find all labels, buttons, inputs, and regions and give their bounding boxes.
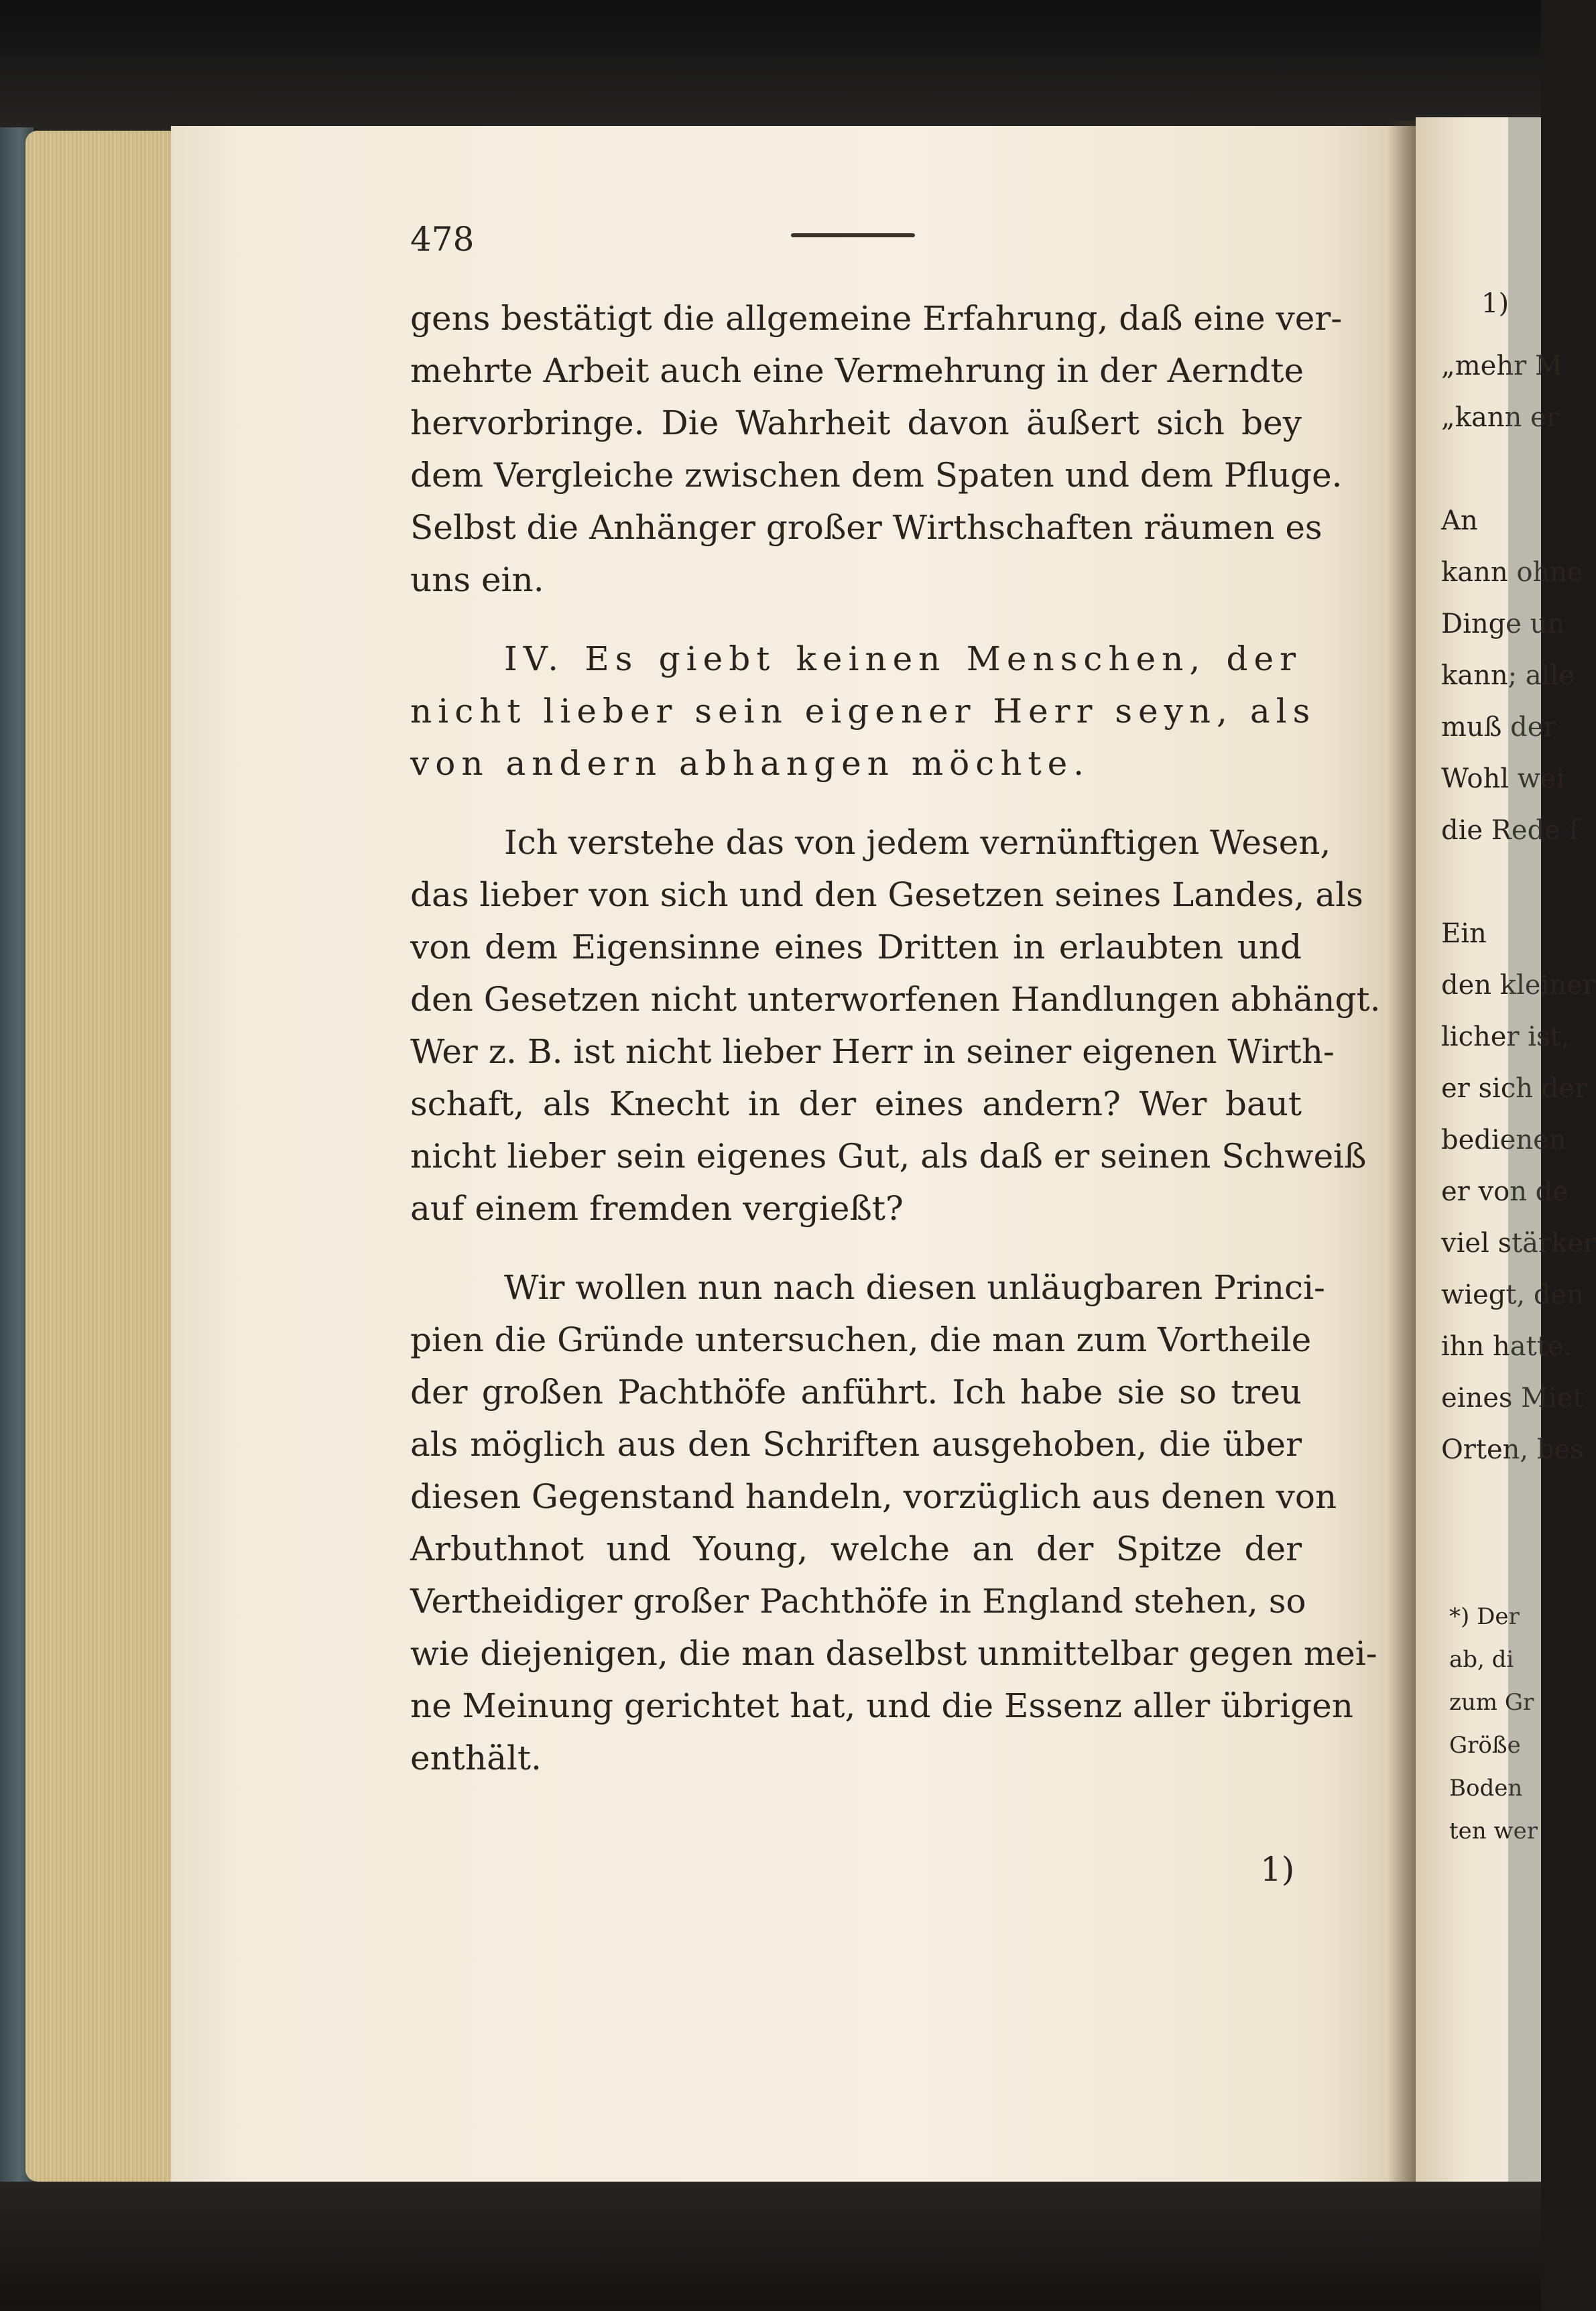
text-line: Wir wollen nun nach diesen unläugbaren Princi- bbox=[504, 1268, 1325, 1307]
text-line: nicht lieber sein eigener Herr seyn, als bbox=[410, 692, 1316, 731]
text-line: hervorbringe. Die Wahrheit davon äußert sich bey bbox=[410, 403, 1302, 442]
text-line: Arbuthnot und Young, welche an der Spitze der bbox=[410, 1529, 1302, 1568]
text-line: wie diejenigen, die man daselbst unmittelbar gegen mei- bbox=[410, 1634, 1377, 1673]
text-line: viel stärker bbox=[1441, 1228, 1596, 1259]
page-edges bbox=[25, 131, 180, 2182]
text-line: Boden bbox=[1449, 1775, 1523, 1802]
text-line: Größe bbox=[1449, 1732, 1521, 1759]
text-line: das lieber von sich und den Gesetzen seines Landes, als bbox=[410, 875, 1363, 914]
text-line: Selbst die Anhänger großer Wirthschaften räumen es bbox=[410, 508, 1323, 547]
text-line: Wohl wei bbox=[1441, 763, 1565, 794]
book-cover-top bbox=[0, 0, 1541, 134]
text-line: IV. Es giebt keinen Menschen, der bbox=[504, 639, 1302, 678]
text-line: enthält. bbox=[410, 1739, 542, 1777]
text-line: zum Gr bbox=[1449, 1689, 1534, 1716]
thesis-iv bbox=[410, 633, 1316, 790]
right-page-note-marker: 1) bbox=[1481, 288, 1510, 319]
text-line: von andern abhangen möchte. bbox=[410, 744, 1091, 783]
text-line: wiegt, den bbox=[1441, 1279, 1584, 1310]
text-line: kann; alle bbox=[1441, 660, 1575, 691]
text-line: ten wer bbox=[1449, 1818, 1538, 1845]
text-line: pien die Gründe untersuchen, die man zum Vortheile bbox=[410, 1320, 1312, 1359]
catchword: 1) bbox=[1260, 1850, 1295, 1889]
paragraph-1 bbox=[410, 292, 1343, 606]
text-line: Ein bbox=[1441, 918, 1487, 949]
text-line: diesen Gegenstand handeln, vorzüglich aus denen von bbox=[410, 1477, 1337, 1516]
text-line: Ich verstehe das von jedem vernünftigen Wesen, bbox=[504, 823, 1331, 862]
text-line: uns ein. bbox=[410, 560, 544, 599]
text-line: auf einem fremden vergießt? bbox=[410, 1189, 904, 1228]
text-line: An bbox=[1441, 505, 1478, 536]
text-line: „kann er bbox=[1441, 402, 1559, 433]
text-line: als möglich aus den Schriften ausgehoben, die über bbox=[410, 1425, 1302, 1464]
text-line: von dem Eigensinne eines Dritten in erlaubten und bbox=[410, 928, 1302, 966]
text-line: „mehr M bbox=[1441, 351, 1562, 381]
book-cover-bottom bbox=[0, 2182, 1541, 2311]
text-line: *) Der bbox=[1449, 1603, 1520, 1630]
page-number: 478 bbox=[410, 220, 475, 259]
text-line: schaft, als Knecht in der eines andern? Wer baut bbox=[410, 1084, 1302, 1123]
book-cover-right bbox=[1508, 117, 1541, 2202]
text-line: nicht lieber sein eigenes Gut, als daß er seinen Schweiß bbox=[410, 1137, 1367, 1176]
text-line: muß der bbox=[1441, 712, 1556, 743]
text-line: dem Vergleiche zwischen dem Spaten und dem Pfluge. bbox=[410, 456, 1343, 495]
text-line: Dinge un bbox=[1441, 609, 1565, 639]
text-line: Orten, bes bbox=[1441, 1434, 1584, 1465]
text-line: den kleiner bbox=[1441, 970, 1595, 1001]
text-line: gens bestätigt die allgemeine Erfahrung, daß eine ver- bbox=[410, 299, 1343, 338]
paragraph-4 bbox=[410, 1261, 1377, 1784]
text-line: die Rede f bbox=[1441, 815, 1579, 846]
text-line: kann ohne bbox=[1441, 557, 1583, 588]
header-rule bbox=[791, 233, 915, 237]
text-line: den Gesetzen nicht unterworfenen Handlungen abhängt. bbox=[410, 980, 1381, 1019]
text-line: bedienen bbox=[1441, 1125, 1567, 1156]
text-line: ne Meinung gerichtet hat, und die Essenz aller übrigen bbox=[410, 1686, 1353, 1725]
text-line: eines Miet bbox=[1441, 1383, 1584, 1414]
text-line: Wer z. B. ist nicht lieber Herr in seiner eigenen Wirth- bbox=[410, 1032, 1335, 1071]
text-line: Vertheidiger großer Pachthöfe in England stehen, so bbox=[410, 1582, 1306, 1621]
text-line: der großen Pachthöfe anführt. Ich habe sie so treu bbox=[410, 1373, 1302, 1412]
text-line: ab, di bbox=[1449, 1646, 1514, 1673]
text-line: er sich der bbox=[1441, 1073, 1588, 1104]
text-line: licher ist, bbox=[1441, 1021, 1570, 1052]
text-line: ihn hatte. bbox=[1441, 1331, 1573, 1362]
paragraph-3 bbox=[410, 816, 1381, 1235]
text-line: mehrte Arbeit auch eine Vermehrung in der Aerndte bbox=[410, 351, 1304, 390]
text-line: er von de bbox=[1441, 1176, 1569, 1207]
body-text bbox=[410, 292, 1381, 1784]
